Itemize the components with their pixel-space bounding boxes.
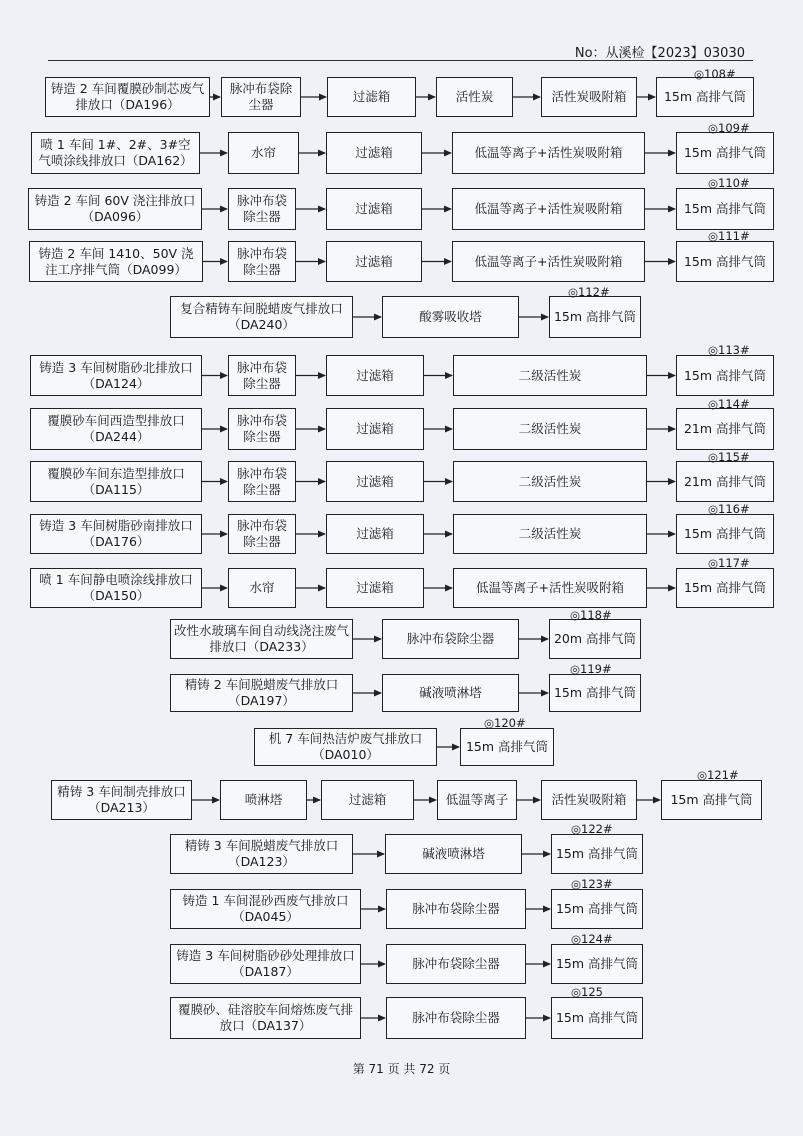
page-footer: 第 71 页 共 72 页	[352, 1062, 451, 1076]
monitoring-point-label: ◎123#	[571, 877, 613, 891]
treatment-step-box: 过滤箱	[326, 568, 424, 608]
monitoring-point-label: ◎118#	[570, 608, 612, 622]
emission-source-box: 铸造 2 车间覆膜砂制芯废气排放口（DA196）	[45, 77, 210, 117]
exhaust-stack-box: 15m 高排气筒	[676, 355, 774, 396]
treatment-step-box: 过滤箱	[326, 408, 424, 450]
emission-source-box: 精铸 3 车间脱蜡废气排放口（DA123）	[170, 834, 353, 874]
treatment-step-box: 脉冲布袋除尘器	[221, 77, 301, 117]
treatment-step-box: 过滤箱	[326, 461, 424, 502]
exhaust-stack-box: 21m 高排气筒	[676, 461, 774, 502]
treatment-step-box: 过滤箱	[326, 188, 422, 230]
exhaust-stack-box: 15m 高排气筒	[676, 188, 774, 230]
monitoring-point-label: ◎113#	[708, 343, 750, 357]
treatment-step-box: 二级活性炭	[453, 355, 647, 396]
emission-source-box: 喷 1 车间 1#、2#、3#空气喷涂线排放口（DA162）	[31, 132, 200, 174]
treatment-step-box: 脉冲布袋除尘器	[228, 188, 296, 230]
monitoring-point-label: ◎116#	[708, 502, 750, 516]
treatment-step-box: 二级活性炭	[453, 514, 647, 554]
emission-source-box: 铸造 1 车间混砂西废气排放口（DA045）	[170, 889, 361, 929]
monitoring-point-label: ◎122#	[571, 822, 613, 836]
exhaust-stack-box: 20m 高排气筒	[549, 619, 641, 659]
treatment-step-box: 水帘	[228, 568, 296, 608]
emission-source-box: 铸造 3 车间树脂砂北排放口（DA124）	[30, 355, 202, 396]
monitoring-point-label: ◎111#	[708, 229, 750, 243]
treatment-step-box: 脉冲布袋除尘器	[228, 514, 296, 554]
treatment-step-box: 过滤箱	[326, 132, 422, 174]
exhaust-stack-box: 15m 高排气筒	[676, 132, 774, 174]
treatment-step-box: 过滤箱	[326, 355, 424, 396]
exhaust-stack-box: 15m 高排气筒	[549, 674, 641, 712]
emission-source-box: 铸造 3 车间树脂砂砂处理排放口（DA187）	[170, 944, 361, 984]
treatment-step-box: 二级活性炭	[453, 408, 647, 450]
emission-source-box: 复合精铸车间脱蜡废气排放口（DA240）	[170, 296, 353, 338]
monitoring-point-label: ◎121#	[697, 768, 739, 782]
exhaust-stack-box: 15m 高排气筒	[460, 728, 554, 766]
exhaust-stack-box: 15m 高排气筒	[551, 944, 643, 984]
treatment-step-box: 低温等离子	[437, 780, 517, 820]
treatment-step-box: 碱液喷淋塔	[385, 834, 522, 874]
exhaust-stack-box: 15m 高排气筒	[551, 889, 643, 929]
emission-source-box: 精铸 3 车间制壳排放口（DA213）	[51, 780, 192, 820]
emission-source-box: 喷 1 车间静电喷涂线排放口（DA150）	[30, 568, 202, 608]
emission-source-box: 覆膜砂车间东造型排放口（DA115）	[30, 461, 202, 502]
monitoring-point-label: ◎117#	[708, 556, 750, 570]
treatment-step-box: 低温等离子+活性炭吸附箱	[452, 241, 645, 282]
exhaust-stack-box: 15m 高排气筒	[551, 834, 643, 874]
treatment-step-box: 过滤箱	[321, 780, 414, 820]
exhaust-stack-box: 15m 高排气筒	[661, 780, 762, 820]
emission-source-box: 铸造 2 车间 60V 浇注排放口（DA096）	[28, 188, 202, 230]
exhaust-stack-box: 15m 高排气筒	[676, 514, 774, 554]
treatment-step-box: 脉冲布袋除尘器	[386, 997, 526, 1039]
monitoring-point-label: ◎124#	[571, 932, 613, 946]
treatment-step-box: 低温等离子+活性炭吸附箱	[452, 188, 645, 230]
monitoring-point-label: ◎120#	[484, 716, 526, 730]
emission-source-box: 铸造 3 车间树脂砂南排放口（DA176）	[30, 514, 202, 554]
treatment-step-box: 脉冲布袋除尘器	[386, 944, 526, 984]
monitoring-point-label: ◎114#	[708, 397, 750, 411]
treatment-step-box: 低温等离子+活性炭吸附箱	[453, 568, 647, 608]
treatment-step-box: 脉冲布袋除尘器	[228, 408, 296, 450]
treatment-step-box: 酸雾吸收塔	[382, 296, 519, 338]
exhaust-stack-box: 15m 高排气筒	[676, 241, 774, 282]
monitoring-point-label: ◎108#	[694, 67, 736, 81]
exhaust-stack-box: 15m 高排气筒	[549, 296, 641, 338]
treatment-step-box: 活性炭	[436, 77, 513, 117]
treatment-step-box: 脉冲布袋除尘器	[228, 241, 296, 282]
emission-source-box: 铸造 2 车间 1410、50V 浇注工序排气筒（DA099）	[29, 241, 203, 282]
treatment-step-box: 过滤箱	[326, 514, 424, 554]
monitoring-point-label: ◎119#	[570, 662, 612, 676]
treatment-step-box: 水帘	[228, 132, 299, 174]
emission-source-box: 覆膜砂、硅溶胶车间熔炼废气排放口（DA137）	[170, 997, 361, 1039]
monitoring-point-label: ◎112#	[568, 285, 610, 299]
treatment-step-box: 脉冲布袋除尘器	[228, 355, 296, 396]
monitoring-point-label: ◎115#	[708, 450, 750, 464]
report-number: No：从溪检【2023】03030	[574, 46, 745, 61]
treatment-step-box: 脉冲布袋除尘器	[228, 461, 296, 502]
exhaust-stack-box: 21m 高排气筒	[676, 408, 774, 450]
emission-source-box: 覆膜砂车间西造型排放口（DA244）	[30, 408, 202, 450]
monitoring-point-label: ◎109#	[708, 121, 750, 135]
treatment-step-box: 过滤箱	[327, 77, 416, 117]
monitoring-point-label: ◎125	[571, 985, 603, 999]
exhaust-stack-box: 15m 高排气筒	[551, 997, 643, 1039]
treatment-step-box: 二级活性炭	[453, 461, 647, 502]
treatment-step-box: 喷淋塔	[220, 780, 307, 820]
exhaust-stack-box: 15m 高排气筒	[676, 568, 774, 608]
emission-source-box: 机 7 车间热洁炉废气排放口（DA010）	[254, 728, 437, 766]
treatment-step-box: 活性炭吸附箱	[541, 780, 637, 820]
monitoring-point-label: ◎110#	[708, 176, 750, 190]
exhaust-stack-box: 15m 高排气筒	[656, 77, 754, 117]
emission-source-box: 改性水玻璃车间自动线浇注废气排放口（DA233）	[170, 619, 353, 659]
treatment-step-box: 脉冲布袋除尘器	[382, 619, 519, 659]
treatment-step-box: 碱液喷淋塔	[382, 674, 519, 712]
treatment-step-box: 脉冲布袋除尘器	[386, 889, 526, 929]
treatment-step-box: 低温等离子+活性炭吸附箱	[452, 132, 645, 174]
treatment-step-box: 活性炭吸附箱	[541, 77, 637, 117]
treatment-step-box: 过滤箱	[326, 241, 422, 282]
emission-source-box: 精铸 2 车间脱蜡废气排放口（DA197）	[170, 674, 353, 712]
